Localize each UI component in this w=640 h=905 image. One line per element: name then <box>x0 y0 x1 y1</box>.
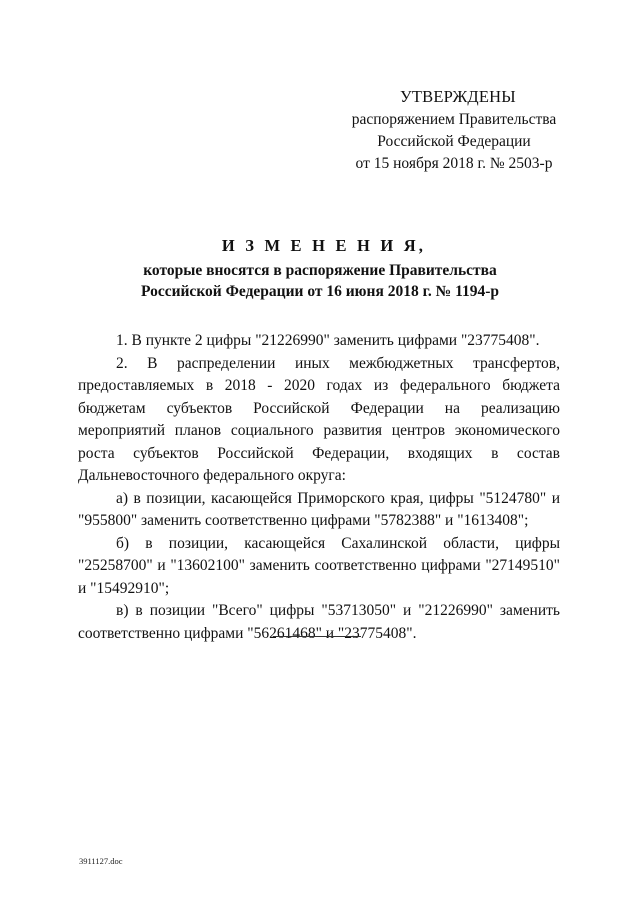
subtitle-line-1: которые вносятся в распоряжение Правительства <box>143 262 497 279</box>
document-body <box>78 330 560 645</box>
document-title: И З М Е Н Е Н И Я, <box>221 236 427 255</box>
approval-block <box>340 86 568 175</box>
document-subtitle <box>80 260 560 302</box>
approval-heading: УТВЕРЖДЕНЫ <box>400 87 516 106</box>
paragraph-2a: а) в позиции, касающейся Приморского края, цифры "5124780" и "955800" заменить соответственно цифрами "5782388" и "1613408"; <box>78 489 560 529</box>
approval-line-1: распоряжением Правительства <box>351 111 557 128</box>
subtitle-line-2: Российской Федерации от 16 июня 2018 г. № 1194-р <box>140 283 500 300</box>
paragraph-2v: в) в позиции "Всего" цифры "53713050" и "21226990" заменить соответственно цифрами "56261468" и "23775408". <box>78 602 560 642</box>
paragraph-1: 1. В пункте 2 цифры "21226990" заменить цифрами "23775408". <box>116 332 540 349</box>
approval-line-3: от 15 ноября 2018 г. № 2503-р <box>355 155 553 172</box>
paragraph-2b: б) в позиции, касающейся Сахалинской области, цифры "25258700" и "13602100" заменить соответственно цифрами "27149510" и "15492910"; <box>78 534 560 597</box>
file-name-footer: 3911127.doc <box>79 856 123 866</box>
separator-line <box>273 636 361 637</box>
paragraph-2: 2. В распределении иных межбюджетных трансфертов, предоставляемых в 2018 - 2020 годах из федерального бюджета бюджетам субъектов Российской Федерации на реализацию мероприятий планов социального развития центров экономического роста субъектов Российской Федерации, входящих в состав Дальневосточного федерального округа: <box>78 354 560 484</box>
approval-line-2: Российской Федерации <box>377 133 531 150</box>
